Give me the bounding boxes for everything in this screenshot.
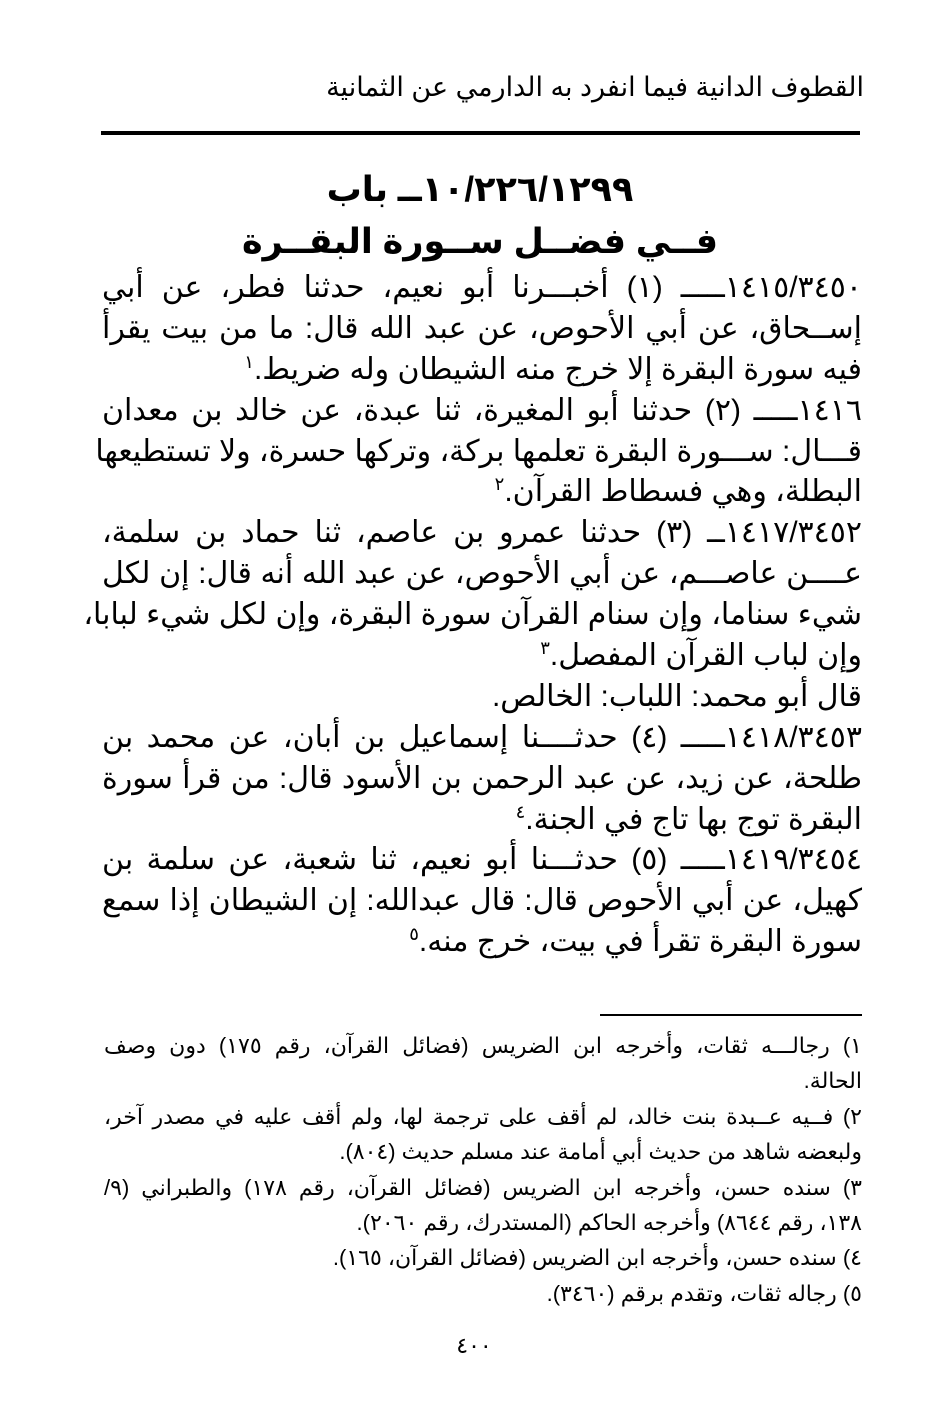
footnote-rule [600, 1014, 862, 1016]
chapter-title: ١٠/٢٢٦/١٢٩٩ــ باب [326, 170, 634, 209]
footnote-line: الحالة. [803, 1068, 862, 1094]
body-line: شيء سناما، وإن سنام القرآن سورة البقرة، وإن لكل شيء لبابا، [83, 598, 862, 632]
running-header: القطوف الدانية فيما انفرد به الدارمي عن الثمانية [326, 72, 864, 102]
header-rule [101, 131, 860, 135]
footnote-line: ٥) رجاله ثقات، وتقدم برقم (٣٤٦٠). [546, 1280, 862, 1306]
body-line: عــــن عاصـــم، عن أبي الأحوص، عن عبد الله أنه قال: إن لكل [102, 557, 862, 591]
body-line-text: سورة البقرة تقرأ في بيت، خرج منه. [418, 925, 862, 959]
body-line-text: البطلة، وهي فسطاط القرآن. [504, 475, 862, 509]
page-number: ٤٠٠ [456, 1333, 492, 1358]
footnote-line: ٣) سنده حسن، وأخرجه ابن الضريس (فضائل القرآن، رقم ١٧٨) والطبراني (٩/ [104, 1174, 862, 1200]
footnote-line: ٤) سنده حسن، وأخرجه ابن الضريس (فضائل القرآن، ١٦٥). [332, 1245, 862, 1271]
body-line: كهيل، عن أبي الأحوص قال: قال عبدالله: إن الشيطان إذا سمع [102, 884, 862, 918]
body-line: ١٤١٧/٣٤٥٢ــ (٣) حدثنا عمرو بن عاصم، ثنا حماد بن سلمة، [102, 516, 863, 550]
footnote-mark: ٥ [409, 924, 419, 945]
body-line [102, 922, 862, 963]
body-line: ١٤١٩/٣٤٥٤ـــــ (٥) حدثـــنا أبو نعيم، ثنا شعبة، عن سلمة بن [102, 843, 862, 877]
body-line: ١٤١٥/٣٤٥٠ـــــ (١) أخبـــرنا أبو نعيم، حدثنا فطر، عن أبي [102, 271, 862, 304]
body-line [102, 350, 862, 391]
body-line [102, 800, 862, 841]
footnote-mark: ٢ [494, 474, 505, 495]
body-line: طلحة، عن زيد، عن عبد الرحمن بن الأسود قال: من قرأ سورة [102, 761, 862, 795]
footnote-mark: ٤ [515, 801, 526, 822]
footnote-mark: ١ [244, 351, 254, 372]
footnote-line: ٢) فــيه عــبدة بنت خالد، لم أقف على ترجمة لها، ولم أقف عليه في مصدر آخر، [104, 1103, 862, 1129]
body-line: ١٤١٨/٣٤٥٣ـــــ (٤) حدثــــنا إسماعيل بن أبان، عن محمد بن [102, 720, 862, 754]
body-line-text: وإن لباب القرآن المفصل. [549, 639, 862, 673]
chapter-subtitle: فــي فضــل ســورة البقــرة [241, 222, 719, 261]
footnote-mark: ٣ [540, 638, 550, 659]
footnote-line: ١) رجالـــه ثقات، وأخرجه ابن الضريس (فضائل القرآن، رقم ١٧٥) دون وصف [104, 1033, 862, 1058]
body-line: قال أبو محمد: اللباب: الخالص. [491, 679, 862, 713]
hadith-body [83, 268, 863, 963]
body-line-text: البقرة توج بها تاج في الجنة. [525, 802, 862, 836]
body-line: إســحاق، عن أبي الأحوص، عن عبد الله قال: ما من بيت يقرأ [102, 311, 862, 345]
body-line [102, 636, 862, 677]
footnotes [104, 1028, 862, 1311]
footnote-line: ١٣٨، رقم ٨٦٤٤) وأخرجه الحاكم (المستدرك، رقم ٢٠٦٠). [356, 1209, 862, 1235]
footnote-line: ولبعضه شاهد من حديث أبي أمامة عند مسلم حديث (٨٠٤). [339, 1139, 862, 1165]
body-line: قـــال: ســـورة البقرة تعلمها بركة، وتركها حسرة، ولا تستطيعها [95, 434, 862, 468]
body-line: ١٤١٦ـــــ (٢) حدثنا أبو المغيرة، ثنا عبدة، عن خالد بن معدان [102, 393, 862, 427]
body-line [102, 472, 862, 513]
body-line-text: فيه سورة البقرة إلا خرج منه الشيطان وله ضريط. [253, 352, 862, 386]
